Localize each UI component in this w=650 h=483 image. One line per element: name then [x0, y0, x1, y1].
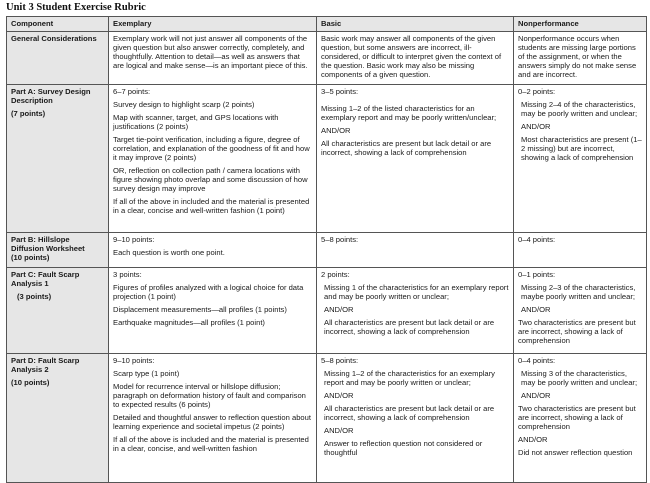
- component-name: Part D: Fault Scarp Analysis 2: [11, 356, 80, 374]
- cell-text: Exemplary work will not just answer all components of the given question but also answer correctly, completely, and thoughtfully. Attention to detail—as well as answers that are logical and make sense—is an important piece of this.: [113, 34, 308, 70]
- criterion: Map with scanner, target, and GPS locations with justifications (2 points): [113, 113, 279, 131]
- criterion: OR, reflection on collection path / camera locations with figure showing photo overlap and some discussion of how survey design may improve: [113, 166, 308, 193]
- points-range: 9–10 points:: [113, 356, 155, 365]
- criterion: Scarp type (1 point): [113, 369, 180, 378]
- component-name: Part C: Fault Scarp Analysis 1: [11, 270, 80, 288]
- nonperformance-cell: [514, 85, 647, 233]
- criterion: Missing 1–2 of the listed characteristics for an exemplary report and may be poorly written/unclear;: [321, 104, 497, 122]
- exemplary-cell: [109, 268, 317, 354]
- basic-cell: [317, 85, 514, 233]
- criterion: Survey design to highlight scarp (2 points): [113, 100, 255, 109]
- component-points: (10 points): [11, 378, 50, 387]
- component-cell: [7, 32, 109, 85]
- component-cell: [7, 268, 109, 354]
- points-range: 0–4 points:: [518, 235, 556, 244]
- header-nonperformance: Nonperformance: [514, 17, 647, 32]
- rubric-table: [6, 16, 647, 483]
- criterion: Missing 2–3 of the characteristics, maybe poorly written and unclear;: [521, 283, 636, 301]
- table-row: [7, 354, 647, 483]
- points-range: 6–7 points:: [113, 87, 151, 96]
- basic-cell: [317, 268, 514, 354]
- table-row: [7, 268, 647, 354]
- exemplary-cell: [109, 32, 317, 85]
- component-name: Part B: Hillslope Diffusion Worksheet: [11, 235, 85, 253]
- criterion: Two characteristics are present but are incorrect, showing a lack of comprehension: [518, 404, 636, 431]
- and-or-label: AND/OR: [521, 391, 551, 400]
- table-row: [7, 32, 647, 85]
- component-cell: [7, 233, 109, 268]
- criterion: Model for recurrence interval or hillslope diffusion; paragraph on deformation history of fault and comparison to expected results (6 points): [113, 382, 306, 409]
- cell-text: Nonperformance occurs when students are missing large portions of the assignment, or when the answers simply do not make sense and are incorrect.: [518, 34, 637, 79]
- criterion: Each question is worth one point.: [113, 248, 225, 257]
- criterion: All characteristics are present but lack detail or are incorrect, showing a lack of comprehension: [321, 139, 492, 157]
- points-range: 0–1 points:: [518, 270, 556, 279]
- criterion: All characteristics are present but lack detail or are incorrect, showing a lack of comprehension: [324, 318, 495, 336]
- and-or-label: AND/OR: [324, 426, 354, 435]
- header-exemplary: Exemplary: [109, 17, 317, 32]
- criterion: Did not answer reflection question: [518, 448, 633, 457]
- criterion: Target tie-point verification, including a figure, degree of correlation, and explanation of the goodness of fit and how it may improve (2 points): [113, 135, 310, 162]
- table-row: [7, 233, 647, 268]
- points-range: 3 points:: [113, 270, 142, 279]
- component-cell: [7, 354, 109, 483]
- points-range: 0–2 points:: [518, 87, 556, 96]
- nonperformance-cell: [514, 233, 647, 268]
- points-range: 5–8 points:: [321, 235, 359, 244]
- component-points: (3 points): [17, 292, 52, 301]
- component-points: (7 points): [11, 109, 46, 118]
- points-range: 3–5 points:: [321, 87, 359, 96]
- criterion: Missing 3 of the characteristics, may be poorly written and unclear;: [521, 369, 638, 387]
- nonperformance-cell: [514, 354, 647, 483]
- criterion: Missing 1–2 of the characteristics for an exemplary report and may be poorly written or unclear;: [324, 369, 495, 387]
- and-or-label: AND/OR: [521, 122, 551, 131]
- criterion: Earthquake magnitudes—all profiles (1 point): [113, 318, 265, 327]
- and-or-label: AND/OR: [521, 305, 551, 314]
- cell-text: Basic work may answer all components of the given question, but some answers are incorrect, ill-considered, or difficult to interpret given the context of the question. Basic work may also be missing components of a given question.: [321, 34, 502, 79]
- criterion: Missing 2–4 of the characteristics, may be poorly written and unclear;: [521, 100, 638, 118]
- header-component: Component: [7, 17, 109, 32]
- criterion: Detailed and thoughtful answer to reflection question about learning experience and societal impetus (2 points): [113, 413, 311, 431]
- component-points: (10 points): [11, 253, 50, 262]
- criterion: All characteristics are present but lack detail or are incorrect, showing a lack of comprehension: [324, 404, 495, 422]
- table-header-row: [7, 17, 647, 32]
- criterion: Displacement measurements—all profiles (1 points): [113, 305, 287, 314]
- criterion: Answer to reflection question not considered or thoughtful: [324, 439, 483, 457]
- points-range: 9–10 points:: [113, 235, 155, 244]
- nonperformance-cell: [514, 32, 647, 85]
- component-cell: [7, 85, 109, 233]
- component-name: General Considerations: [11, 34, 97, 43]
- and-or-label: AND/OR: [324, 305, 354, 314]
- exemplary-cell: [109, 354, 317, 483]
- criterion: If all of the above in included and the material is presented in a clear, concise and well-written fashion (1 point): [113, 197, 310, 215]
- table-row: [7, 85, 647, 233]
- criterion: Two characteristics are present but are incorrect, showing a lack of comprehension: [518, 318, 636, 345]
- exemplary-cell: [109, 233, 317, 268]
- criterion: If all of the above is included and the material is presented in a clear, concise, and well-written fashion: [113, 435, 309, 453]
- and-or-label: AND/OR: [518, 435, 548, 444]
- points-range: 5–8 points:: [321, 356, 359, 365]
- header-basic: Basic: [317, 17, 514, 32]
- nonperformance-cell: [514, 268, 647, 354]
- points-range: 0–4 points:: [518, 356, 556, 365]
- document-title: Unit 3 Student Exercise Rubric: [6, 2, 146, 13]
- basic-cell: [317, 32, 514, 85]
- component-name: Part A: Survey Design Description: [11, 87, 91, 105]
- criterion: Missing 1 of the characteristics for an exemplary report and may be poorly written or unclear;: [324, 283, 509, 301]
- points-range: 2 points:: [321, 270, 350, 279]
- and-or-label: AND/OR: [321, 126, 351, 135]
- exemplary-cell: [109, 85, 317, 233]
- criterion: Most characteristics are present (1–2 missing) but are incorrect, showing a lack of comprehension: [521, 135, 642, 162]
- basic-cell: [317, 354, 514, 483]
- basic-cell: [317, 233, 514, 268]
- criterion: Figures of profiles analyzed with a logical choice for data projection (1 point): [113, 283, 304, 301]
- and-or-label: AND/OR: [324, 391, 354, 400]
